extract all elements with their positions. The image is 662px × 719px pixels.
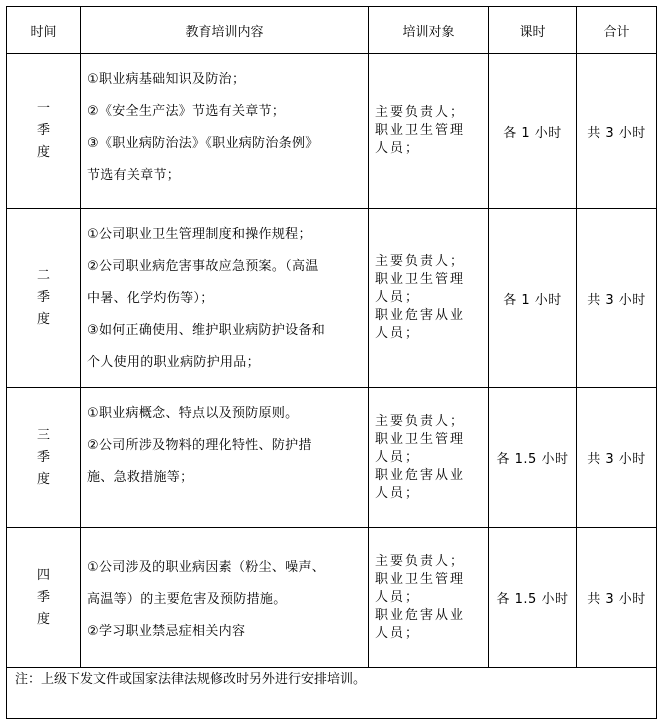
quarter-char: 度 — [36, 471, 50, 487]
table-row — [7, 528, 657, 668]
hours-cell: 各 1 小时 — [489, 209, 577, 388]
content-line: ①职业病基础知识及防治； — [87, 72, 246, 87]
target-line: 职业卫生管理 — [375, 431, 466, 447]
quarter-cell — [7, 528, 81, 668]
target-cell — [369, 528, 489, 668]
header-target: 培训对象 — [369, 7, 489, 54]
target-line: 职业危害从业 — [375, 467, 466, 483]
content-line: ①公司涉及的职业病因素（粉尘、噪声、 — [87, 560, 326, 575]
target-cell — [369, 388, 489, 528]
content-line: 中暑、化学灼伤等）； — [87, 291, 214, 306]
quarter-cell — [7, 54, 81, 209]
training-schedule-document — [6, 6, 656, 719]
table-row — [7, 54, 657, 209]
table-row — [7, 388, 657, 528]
quarter-char: 四 — [36, 567, 50, 583]
content-cell — [81, 54, 369, 209]
target-line: 人员； — [375, 589, 421, 605]
content-line: ②学习职业禁忌症相关内容 — [87, 624, 246, 639]
table-header-row — [7, 7, 657, 54]
quarter-char: 季 — [36, 123, 50, 138]
content-cell — [81, 528, 369, 668]
quarter-char: 一 — [36, 101, 50, 116]
target-line: 主要负责人； — [375, 553, 466, 569]
target-line: 职业危害从业 — [375, 607, 466, 623]
target-line: 职业危害从业 — [375, 308, 466, 323]
table-row — [7, 209, 657, 388]
quarter-char: 度 — [36, 611, 50, 627]
header-content: 教育培训内容 — [81, 7, 369, 54]
target-line: 人员； — [375, 449, 421, 465]
quarter-char: 季 — [36, 290, 50, 305]
target-line: 职业卫生管理 — [375, 571, 466, 587]
content-line: 施、急救措施等； — [87, 470, 194, 485]
target-line: 职业卫生管理 — [375, 272, 466, 287]
target-line: 主要负责人； — [375, 413, 466, 429]
total-cell: 共 3 小时 — [577, 54, 657, 209]
header-time: 时间 — [7, 7, 81, 54]
total-cell: 共 3 小时 — [577, 528, 657, 668]
note-text: 注：上级下发文件或国家法律法规修改时另外进行安排培训。 — [7, 668, 657, 719]
content-line: ③如何正确使用、维护职业病防护设备和 — [87, 323, 326, 338]
quarter-char: 度 — [36, 312, 50, 327]
hours-cell: 各 1 小时 — [489, 54, 577, 209]
target-cell — [369, 209, 489, 388]
content-line: ②《安全生产法》节选有关章节； — [87, 104, 286, 119]
content-cell — [81, 388, 369, 528]
content-cell — [81, 209, 369, 388]
header-hours: 课时 — [489, 7, 577, 54]
target-line: 人员； — [375, 625, 421, 641]
target-cell — [369, 54, 489, 209]
total-cell: 共 3 小时 — [577, 388, 657, 528]
total-cell: 共 3 小时 — [577, 209, 657, 388]
target-line: 职业卫生管理 — [375, 123, 466, 138]
note-row — [7, 668, 657, 719]
content-line: ②公司职业病危害事故应急预案。（高温 — [87, 259, 319, 274]
content-line: 节选有关章节； — [87, 168, 181, 183]
quarter-char: 季 — [36, 449, 50, 465]
target-line: 主要负责人； — [375, 105, 466, 120]
training-schedule-table — [6, 6, 657, 719]
target-line: 人员； — [375, 141, 421, 156]
quarter-char: 三 — [36, 427, 50, 443]
quarter-char: 度 — [36, 145, 50, 160]
target-line: 人员； — [375, 326, 421, 341]
target-line: 人员； — [375, 290, 421, 305]
quarter-char: 二 — [36, 268, 50, 283]
quarter-cell — [7, 388, 81, 528]
quarter-cell — [7, 209, 81, 388]
quarter-char: 季 — [36, 589, 50, 605]
target-line: 主要负责人； — [375, 254, 466, 269]
hours-cell: 各 1.5 小时 — [489, 388, 577, 528]
content-line: ①职业病概念、特点以及预防原则。 — [87, 406, 299, 421]
content-line: 高温等）的主要危害及预防措施。 — [87, 592, 287, 607]
content-line: 个人使用的职业病防护用品； — [87, 355, 260, 370]
content-line: ③《职业病防治法》《职业病防治条例》 — [87, 136, 319, 151]
content-line: ②公司所涉及物料的理化特性、防护措 — [87, 438, 312, 453]
hours-cell: 各 1.5 小时 — [489, 528, 577, 668]
target-line: 人员； — [375, 485, 421, 501]
content-line: ①公司职业卫生管理制度和操作规程； — [87, 227, 312, 242]
header-total: 合计 — [577, 7, 657, 54]
